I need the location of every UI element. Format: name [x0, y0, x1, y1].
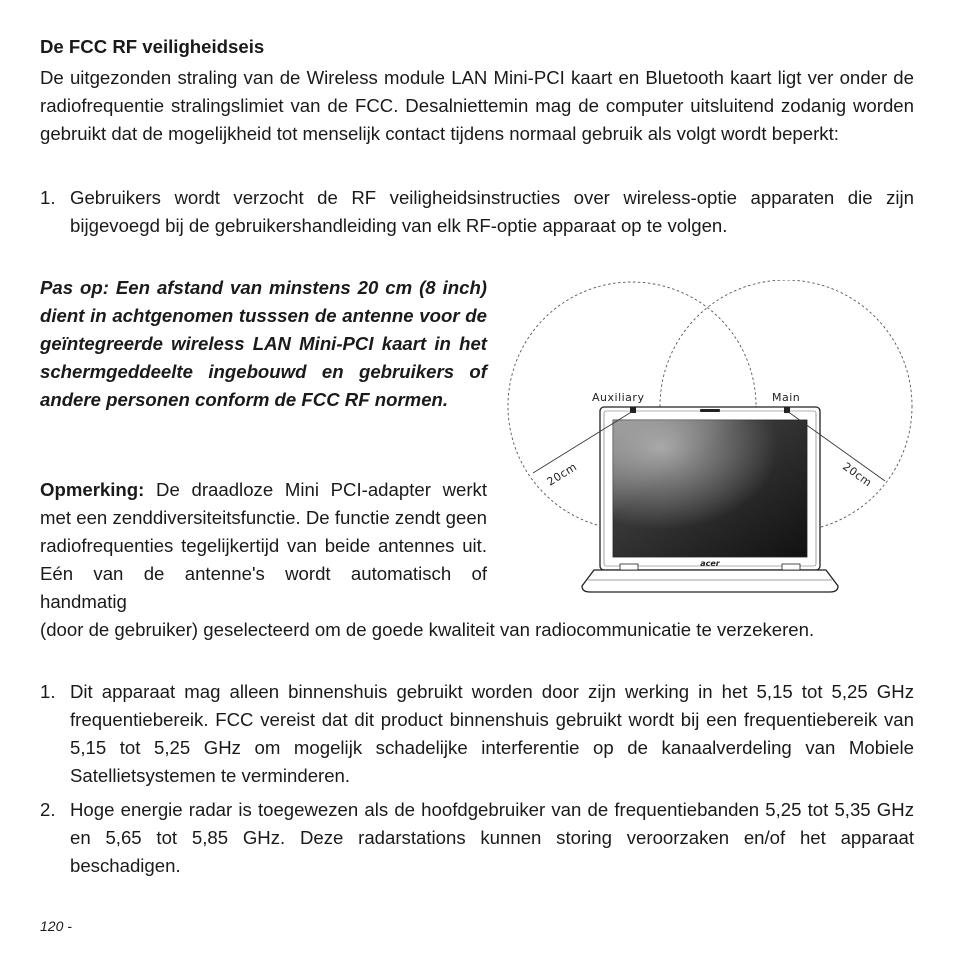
- antenna-diagram: [500, 280, 920, 610]
- note-label: Opmerking:: [40, 479, 145, 500]
- brand-logo: acer: [700, 559, 720, 568]
- laptop-base: [582, 570, 838, 592]
- distance-label-left: 20cm: [544, 460, 580, 489]
- page-number: 120 -: [40, 918, 72, 934]
- list2-item-2-text: Hoge energie radar is toegewezen als de hoofdgebruiker van de frequentiebanden 5,25 tot 5,35 GHz en 5,65 tot 5,85 GHz. Deze radarstations kunnen storing veroorzaken en/of het apparaat beschadigen.: [70, 799, 914, 876]
- auxiliary-label: Auxiliary: [592, 391, 645, 404]
- section-heading: De FCC RF veiligheidseis: [40, 36, 265, 57]
- list1-item-1-text: Gebruikers wordt verzocht de RF veiligheidsinstructies over wireless-optie apparaten die zijn bijgevoegd bij de gebruikershandleiding van elk RF-optie apparaat op te volgen.: [70, 187, 914, 236]
- warning-text: Pas op: Een afstand van minstens 20 cm (8 inch) dient in achtgenomen tusssen de antenne voor de geïntegreerde wireless LAN Mini-PCI kaart in het schermgeddeelte ingebouwd en gebruikers of andere personen conform de FCC RF normen.: [40, 277, 487, 410]
- note-text: De draadloze Mini PCI-adapter werkt met een zenddiversiteitsfunctie. De functie zendt geen radiofrequenties tegelijkertijd van beide antennes uit. Eén van de antenne's wordt automatisch of handmatig: [40, 479, 487, 612]
- note-paragraph: [40, 476, 487, 616]
- list2-item-2-number: 2.: [40, 799, 56, 820]
- main-label: Main: [772, 391, 801, 404]
- intro-paragraph: De uitgezonden straling van de Wireless module LAN Mini-PCI kaart en Bluetooth kaart ligt ver onder de radiofrequentie stralingslimiet van de FCC. Desalniettemin mag de computer uitsluitend zodanig worden gebruikt dat de mogelijkheid tot menselijk contact tijdens normaal gebruik als volgt wordt beperkt:: [40, 67, 914, 144]
- list2-item-1-number: 1.: [40, 681, 56, 702]
- list1-item-1-number: 1.: [40, 187, 56, 208]
- distance-label-right: 20cm: [840, 459, 875, 490]
- list2-item-1-text: Dit apparaat mag alleen binnenshuis gebruikt worden door zijn werking in het 5,15 tot 5,25 GHz frequentiebereik. FCC vereist dat dit product binnenshuis gebruikt wordt bij een frequentiebereik van 5,15 tot 5,25 GHz om mogelijk schadelijke interferentie op de kanaalverdeling van Mobiele Satellietsystemen te verminderen.: [70, 681, 914, 786]
- note-continuation: (door de gebruiker) geselecteerd om de goede kwaliteit van radiocommunicatie te verzekeren.: [40, 619, 815, 640]
